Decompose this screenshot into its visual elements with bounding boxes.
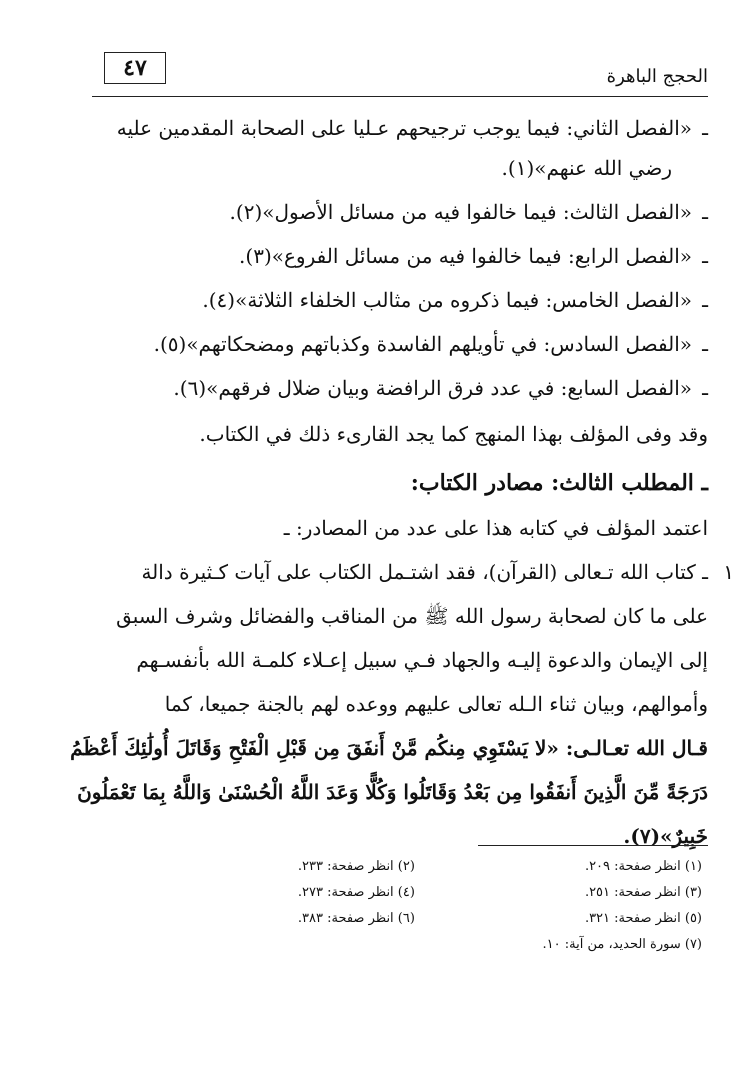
chapter-list-item: ـ «الفصل الرابع: فيما خالفوا فيه من مسائل الفروع»(٣).	[239, 244, 708, 268]
footnote: (٣) انظر صفحة: ٢٥١.	[584, 885, 702, 900]
footnote-row	[150, 854, 702, 880]
chapter-list-item: ـ «الفصل الثاني: فيما يوجب ترجيحهم عـليا على الصحابة المقدمين عليه رضي الله عنهم»(١).	[92, 108, 708, 188]
footnote: (٥) انظر صفحة: ٣٢١.	[584, 911, 702, 926]
chapter-text: «الفصل السادس: في تأويلهم الفاسدة وكذباتهم ومضحكاتهم»(٥).	[153, 332, 692, 356]
footnote-row	[150, 906, 702, 932]
quran-verse-line: قـال الله تعـالـى: «لا يَسْتَوِي مِنكُم مَّنْ أَنفَقَ مِن قَبْلِ الْفَتْحِ وَقَاتَلَ أُولَٰئِكَ أَعْظَمُ	[70, 736, 708, 760]
source-list-item	[70, 550, 734, 858]
chapter-list-item: ـ «الفصل الثالث: فيما خالفوا فيه من مسائل الأصول»(٢).	[229, 200, 708, 224]
header-divider	[92, 96, 708, 97]
footnote-divider	[478, 845, 708, 846]
footnote: (٧) سورة الحديد، من آية: ١٠.	[542, 937, 702, 952]
paragraph-line: وأموالهم، وبيان ثناء الـله تعالى عليهم ووعده لهم بالجنة جميعا، كما	[164, 692, 708, 716]
chapter-text: «الفصل الثالث: فيما خالفوا فيه من مسائل الأصول»(٢).	[229, 200, 692, 224]
page-body	[70, 108, 734, 858]
quran-verse-line: دَرَجَةً مِّنَ الَّذِينَ أَنفَقُوا مِن بَعْدُ وَقَاتَلُوا وَكُلًّا وَعَدَ اللَّهُ الْحُسْنَىٰ وَاللَّهُ بِمَا تَعْمَلُونَ	[77, 780, 708, 804]
chapter-text: «الفصل الخامس: فيما ذكروه من مثالب الخلفاء الثلاثة»(٤).	[202, 288, 692, 312]
running-title: الحجج الباهرة	[606, 66, 708, 87]
footnotes	[150, 854, 702, 958]
chapter-list-item: ـ «الفصل السادس: في تأويلهم الفاسدة وكذباتهم ومضحكاتهم»(٥).	[153, 332, 708, 356]
chapter-text: «الفصل السابع: في عدد فرق الرافضة وبيان ضلال فرقهم»(٦).	[173, 376, 692, 400]
item-number: ١	[723, 560, 734, 584]
footnote: (٢) انظر صفحة: ٢٣٣.	[297, 859, 415, 874]
footnote	[150, 932, 415, 958]
chapter-text-continued: رضي الله عنهم»(١).	[501, 156, 672, 180]
footnote: (٦) انظر صفحة: ٣٨٣.	[297, 911, 415, 926]
chapter-text: «الفصل الثاني: فيما يوجب ترجيحهم عـليا على الصحابة المقدمين عليه	[116, 116, 692, 140]
page-header	[92, 52, 708, 98]
chapter-text: «الفصل الرابع: فيما خالفوا فيه من مسائل الفروع»(٣).	[239, 244, 692, 268]
intro-paragraph: اعتمد المؤلف في كتابه هذا على عدد من المصادر: ـ	[283, 516, 708, 540]
paragraph-line: ـ كتاب الله تـعالى (القرآن)، فقد اشتـمل الكتاب على آيات كـثيرة دالة	[141, 560, 708, 584]
quran-verse-line: خَبِيرٌ»(٧).	[623, 824, 708, 848]
closing-paragraph: وقد وفى المؤلف بهذا المنهج كما يجد القارىء ذلك في الكتاب.	[199, 422, 708, 446]
paragraph-line: على ما كان لصحابة رسول الله ﷺ من المناقب والفضائل وشرف السبق	[116, 604, 708, 628]
paragraph-line: إلى الإيمان والدعوة إليـه والجهاد فـي سبيل إعـلاء كلمـة الله بأنفسـهم	[136, 648, 708, 672]
footnote: (٤) انظر صفحة: ٢٧٣.	[297, 885, 415, 900]
footnote-row	[150, 880, 702, 906]
footnote-row	[150, 932, 702, 958]
chapter-list-item: ـ «الفصل الخامس: فيما ذكروه من مثالب الخلفاء الثلاثة»(٤).	[202, 288, 708, 312]
chapter-list-item: ـ «الفصل السابع: في عدد فرق الرافضة وبيان ضلال فرقهم»(٦).	[173, 376, 708, 400]
footnote: (١) انظر صفحة: ٢٠٩.	[584, 859, 702, 874]
section-heading: ـ المطلب الثالث: مصادر الكتاب:	[410, 470, 708, 496]
page-number: ٤٧	[104, 52, 166, 84]
